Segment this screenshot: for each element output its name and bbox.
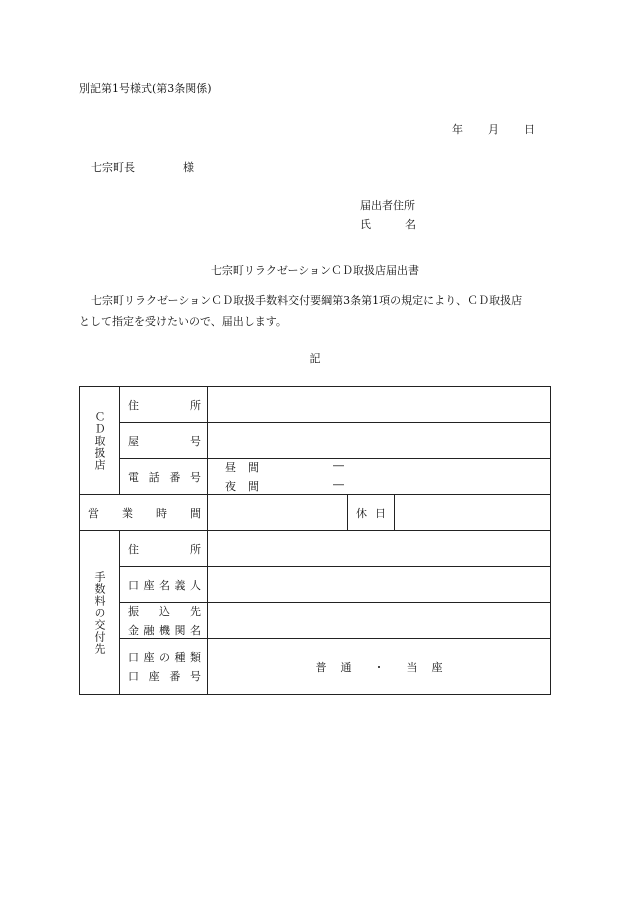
account-type-options: 普 通 ・ 当 座 (315, 660, 443, 674)
application-table (79, 386, 551, 695)
fee-address-field[interactable] (208, 531, 551, 567)
phone-field[interactable] (208, 459, 551, 495)
bank-field[interactable] (208, 603, 551, 639)
form-number: 別記第1号様式(第3条関係) (79, 82, 212, 95)
account-holder-label: 口 座 名 義 人 (120, 567, 208, 603)
account-type-label: 口 座 の 種 類 口 座 番 号 (120, 639, 208, 695)
date-line (452, 121, 535, 137)
bank-label: 振 込 先 金 融 機 関 名 (120, 603, 208, 639)
phone-day-row: 昼 間 ― (225, 459, 344, 474)
account-type-field[interactable] (208, 639, 551, 695)
phone-label: 電 話 番 号 (120, 459, 208, 495)
fee-address-label: 住 所 (120, 531, 208, 567)
hours-field[interactable] (208, 495, 348, 531)
store-address-label: 住 所 (120, 387, 208, 423)
hours-label: 営 業 時 間 (80, 495, 208, 531)
store-address-field[interactable] (208, 387, 551, 423)
body-line-2: として指定を受けたいので、届出します。 (79, 315, 287, 328)
document-title: 七宗町リラクゼーションＣＤ取扱店届出書 (210, 264, 420, 277)
holiday-field[interactable] (395, 495, 551, 531)
applicant-name-label: 氏 名 (360, 218, 416, 231)
holiday-label: 休 日 (348, 495, 395, 531)
date-day: 日 (524, 123, 535, 136)
store-name-field[interactable] (208, 423, 551, 459)
store-name-label: 屋 号 (120, 423, 208, 459)
account-holder-field[interactable] (208, 567, 551, 603)
ki-heading: 記 (309, 352, 321, 365)
body-line-1: 七宗町リラクゼーションＣＤ取扱手数料交付要綱第3条第1項の規定により、ＣＤ取扱店 (91, 294, 523, 307)
addressee: 七宗町長 (91, 161, 135, 174)
store-group-label: ＣＤ取扱店 (80, 387, 120, 495)
date-month: 月 (488, 123, 499, 136)
date-year: 年 (452, 123, 463, 136)
honorific: 様 (183, 161, 194, 174)
fee-group-label: 手数料の交付先 (80, 531, 120, 695)
applicant-address-label: 届出者住所 (360, 199, 415, 212)
phone-night-row: 夜 間 ― (225, 478, 344, 493)
